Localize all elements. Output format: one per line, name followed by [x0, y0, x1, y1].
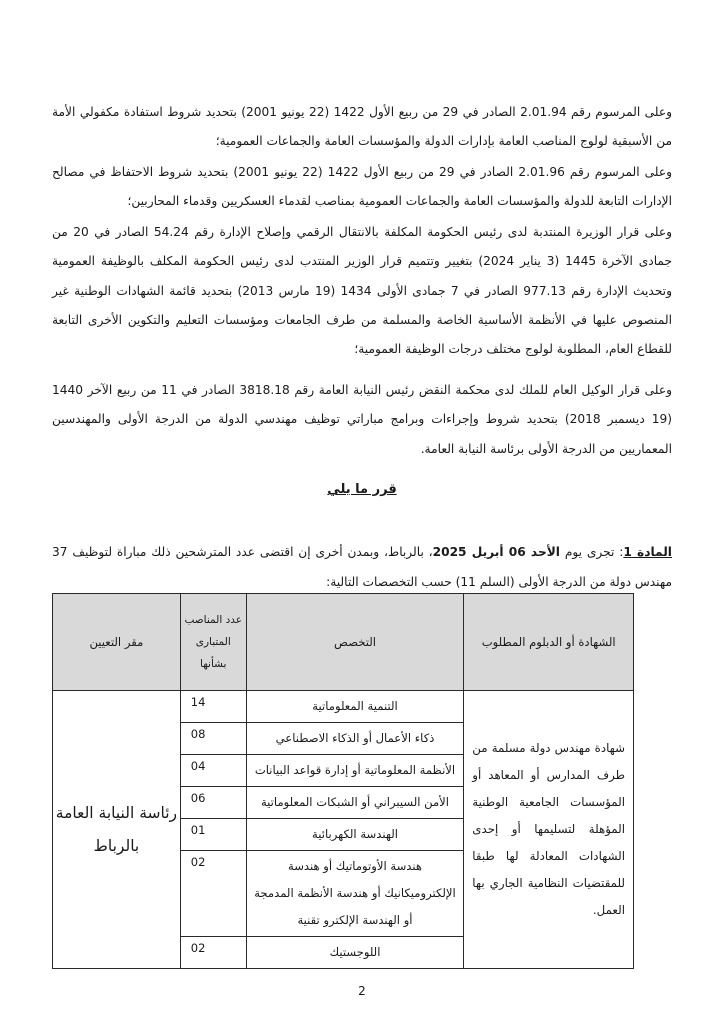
header-location: مقر التعيين: [53, 594, 181, 691]
specialty-cell: الهندسة الكهربائية: [246, 819, 464, 851]
specialty-cell: اللوجستيك: [246, 937, 464, 969]
preamble-paragraph: وعلى قرار الوكيل العام للملك لدى محكمة النقض رئيس النيابة العامة رقم 3818.18 الصادر في 11 من ربيع الآخر 1440 (19 ديسمبر 2018) بتحديد شروط وإجراءات وبرامج مباراتي توظيف مهندسي الدولة من الدرجة الأولى والمهندسين المعماريين من الدرجة الأولى برئاسة النيابة العامة.: [52, 383, 672, 456]
header-count: عدد المناصب المتبارى بشأنها: [180, 594, 246, 691]
degree-cell: شهادة مهندس دولة مسلمة من طرف المدارس أو المعاهد أو المؤسسات الجامعية الوطنية المؤهلة لتسليمها أو إحدى الشهادات المعادلة لها طبقا للمقتضيات النظامية الجاري بها العمل.: [464, 691, 634, 969]
specialty-cell: التنمية المعلوماتية: [246, 691, 464, 723]
count-cell: 02: [180, 851, 246, 937]
preamble-paragraph: وعلى قرار الوزيرة المنتدبة لدى رئيس الحكومة المكلفة بالانتقال الرقمي وإصلاح الإدارة رقم 54.24 الصادر في 20 من جمادى الآخرة 1445 (3 يناير 2024) بتغيير وتتميم قرار الوزير المنتدب لدى رئيس الحكومة المكلف بالوظيفة العمومية وتحديث الإدارة رقم 977.13 الصادر في 7 جمادى الأولى 1434 (19 مارس 2013) بتحديد قائمة الشهادات الوطنية غير المنصوص عليها في الأنظمة الأساسية الخاصة والمسلمة من طرف الجامعات ومؤسسات التعليم والتكوين الأخرى التابعة للقطاع العام، المطلوبة لولوج مختلف درجات الوظيفة العمومية؛: [52, 225, 672, 356]
article-text-a: : تجرى يوم: [559, 545, 624, 560]
page-number: 2: [358, 984, 366, 998]
count-cell: 06: [180, 787, 246, 819]
specialty-cell: هندسة الأوتوماتيك أو هندسة الإلكتروميكانيك أو هندسة الأنظمة المدمجة أو الهندسة الإلكترو تقنية: [246, 851, 464, 937]
article-label: المادة 1: [623, 545, 672, 560]
table-row: [53, 691, 634, 723]
count-cell: 04: [180, 755, 246, 787]
count-cell: 14: [180, 691, 246, 723]
preamble-paragraph: وعلى المرسوم رقم 2.01.96 الصادر في 29 من ربيع الأول 1422 (22 يونيو 2001) بتحديد شروط الاحتفاظ في مصالح الإدارات التابعة للدولة والمؤسسات العامة والجماعات العمومية بمناصب لقدماء العسكريين وقدماء المحاربين؛: [52, 165, 673, 209]
count-cell: 01: [180, 819, 246, 851]
header-specialty: التخصص: [246, 594, 464, 691]
header-degree: الشهادة أو الدبلوم المطلوب: [464, 594, 634, 691]
table-header-row: [53, 594, 634, 691]
count-cell: 08: [180, 723, 246, 755]
specialty-cell: الأنظمة المعلوماتية أو إدارة قواعد البيانات: [246, 755, 464, 787]
decision-title: قرر ما يلي: [327, 482, 397, 497]
location-cell: رئاسة النيابة العامة بالرباط: [53, 691, 181, 969]
article-text-b: ، بالرباط، وبمدن أخرى إن اقتضى عدد المترشحين ذلك مباراة لتوظيف 37 مهندس دولة من الدرجة الأولى (السلم 11) حسب التخصصات التالية:: [52, 545, 672, 590]
article-1: [52, 537, 672, 597]
count-cell: 02: [180, 937, 246, 969]
specialty-cell: ذكاء الأعمال أو الذكاء الاصطناعي: [246, 723, 464, 755]
preamble-paragraph: وعلى المرسوم رقم 2.01.94 الصادر في 29 من ربيع الأول 1422 (22 يونيو 2001) بتحديد شروط استفادة مكفولي الأمة من الأسبقية لولوج المناصب العامة بإدارات الدولة والمؤسسات العامة والجماعات العمومية؛: [52, 105, 672, 149]
specialty-cell: الأمن السيبراني أو الشبكات المعلوماتية: [246, 787, 464, 819]
article-date: الأحد 06 أبريل 2025: [432, 545, 560, 560]
positions-table: [52, 593, 634, 969]
